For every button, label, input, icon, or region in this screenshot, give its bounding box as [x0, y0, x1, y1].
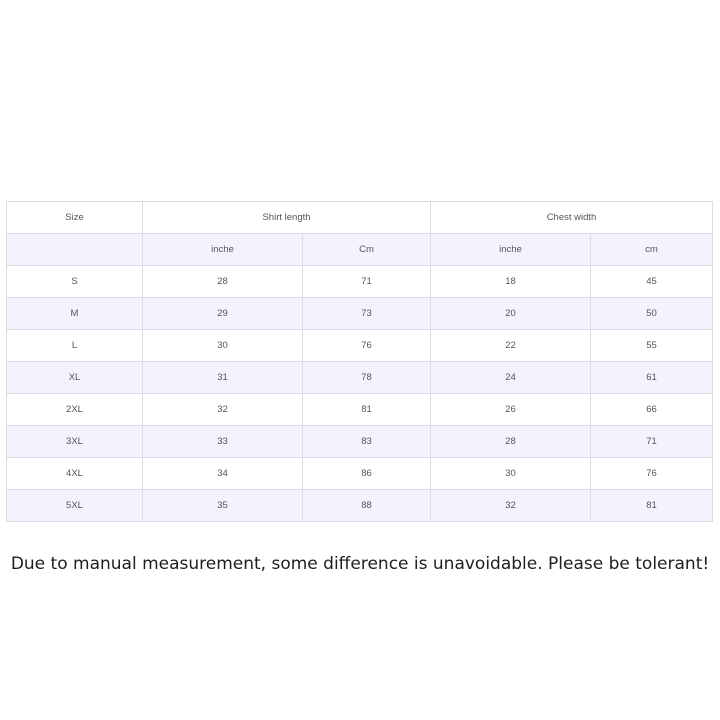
table-header-row	[7, 202, 713, 234]
cell-size: M	[7, 298, 143, 330]
cell-size: 5XL	[7, 490, 143, 522]
cell-shirt-inch: 28	[143, 266, 303, 298]
unit-chest-cm: cm	[591, 234, 713, 266]
cell-chest-cm: 66	[591, 394, 713, 426]
cell-shirt-inch: 33	[143, 426, 303, 458]
cell-shirt-cm: 73	[303, 298, 431, 330]
cell-size: XL	[7, 362, 143, 394]
cell-size: 3XL	[7, 426, 143, 458]
cell-shirt-cm: 76	[303, 330, 431, 362]
measurement-note: Due to manual measurement, some difference is unavoidable. Please be tolerant!	[10, 554, 710, 574]
cell-chest-inch: 28	[431, 426, 591, 458]
cell-chest-cm: 55	[591, 330, 713, 362]
unit-size	[7, 234, 143, 266]
cell-chest-cm: 61	[591, 362, 713, 394]
table-row	[7, 330, 713, 362]
cell-chest-cm: 45	[591, 266, 713, 298]
header-chest-width: Chest width	[431, 202, 713, 234]
table-unit-row	[7, 234, 713, 266]
table-row	[7, 362, 713, 394]
cell-shirt-inch: 29	[143, 298, 303, 330]
size-chart-table	[6, 201, 713, 522]
unit-shirt-inch: inche	[143, 234, 303, 266]
cell-chest-inch: 24	[431, 362, 591, 394]
cell-size: L	[7, 330, 143, 362]
cell-shirt-cm: 83	[303, 426, 431, 458]
table-row	[7, 394, 713, 426]
header-size: Size	[7, 202, 143, 234]
header-shirt-length: Shirt length	[143, 202, 431, 234]
cell-chest-cm: 76	[591, 458, 713, 490]
cell-size: 4XL	[7, 458, 143, 490]
table-row	[7, 490, 713, 522]
cell-shirt-inch: 34	[143, 458, 303, 490]
cell-shirt-cm: 71	[303, 266, 431, 298]
cell-shirt-cm: 86	[303, 458, 431, 490]
table-row	[7, 298, 713, 330]
table-row	[7, 266, 713, 298]
table-row	[7, 426, 713, 458]
cell-shirt-inch: 35	[143, 490, 303, 522]
cell-shirt-cm: 88	[303, 490, 431, 522]
cell-size: 2XL	[7, 394, 143, 426]
cell-chest-cm: 50	[591, 298, 713, 330]
unit-chest-inch: inche	[431, 234, 591, 266]
cell-shirt-inch: 32	[143, 394, 303, 426]
cell-chest-cm: 71	[591, 426, 713, 458]
cell-size: S	[7, 266, 143, 298]
cell-shirt-inch: 31	[143, 362, 303, 394]
cell-shirt-inch: 30	[143, 330, 303, 362]
cell-chest-inch: 18	[431, 266, 591, 298]
cell-shirt-cm: 81	[303, 394, 431, 426]
cell-chest-cm: 81	[591, 490, 713, 522]
table-row	[7, 458, 713, 490]
unit-shirt-cm: Cm	[303, 234, 431, 266]
cell-shirt-cm: 78	[303, 362, 431, 394]
cell-chest-inch: 30	[431, 458, 591, 490]
cell-chest-inch: 26	[431, 394, 591, 426]
cell-chest-inch: 22	[431, 330, 591, 362]
cell-chest-inch: 20	[431, 298, 591, 330]
cell-chest-inch: 32	[431, 490, 591, 522]
